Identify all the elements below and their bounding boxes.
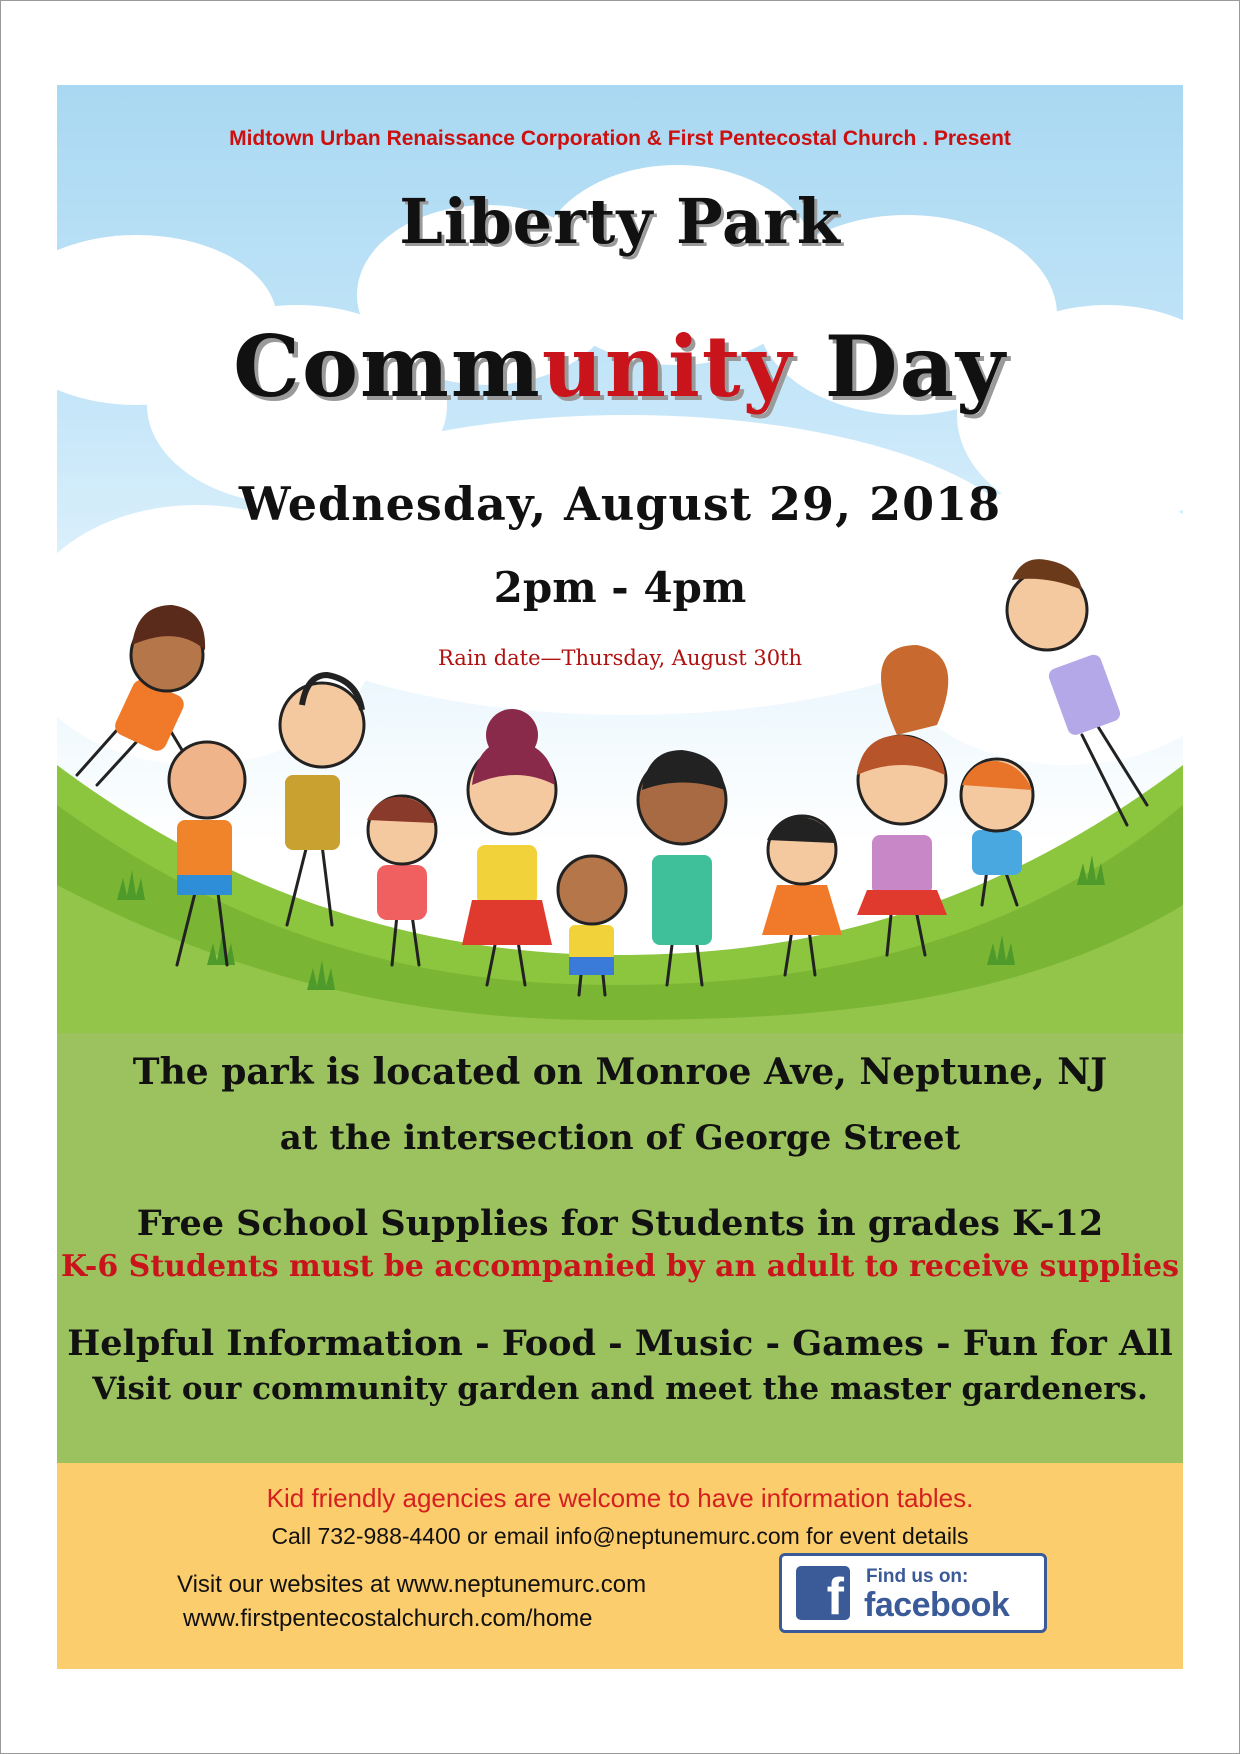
facebook-icon: f	[796, 1566, 850, 1620]
facebook-badge[interactable]	[779, 1553, 1047, 1633]
title-part: Comm	[233, 317, 542, 416]
location-line1: The park is located on Monroe Ave, Neptune, NJ	[132, 1051, 1108, 1093]
event-title-line2	[57, 317, 1183, 416]
garden-line: Visit our community garden and meet the master gardeners.	[92, 1371, 1148, 1407]
location-line2: at the intersection of George Street	[279, 1118, 961, 1158]
websites-line2: www.firstpentecostalchurch.com/home	[183, 1605, 593, 1632]
event-title-line1: Liberty Park	[399, 185, 841, 258]
supplies-note: K-6 Students must be accompanied by an adult to receive supplies	[61, 1249, 1179, 1284]
agencies-line: Kid friendly agencies are welcome to have information tables.	[266, 1483, 974, 1513]
rain-date: Rain date—Thursday, August 30th	[437, 646, 803, 670]
facebook-wordmark: facebook	[864, 1586, 1010, 1624]
websites-line1: Visit our websites at www.neptunemurc.com	[177, 1571, 647, 1598]
title-part: Day	[793, 317, 1007, 416]
activities-line: Helpful Information - Food - Music - Games - Fun for All	[67, 1323, 1173, 1364]
flyer	[57, 85, 1183, 1669]
call-line: Call 732-988-4400 or email info@neptunemurc.com for event details	[271, 1523, 969, 1549]
find-us-label: Find us on:	[866, 1566, 969, 1587]
info-band	[57, 1033, 1183, 1463]
event-time: 2pm - 4pm	[493, 563, 747, 612]
event-date: Wednesday, August 29, 2018	[238, 477, 1002, 531]
presenter-line: Midtown Urban Renaissance Corporation & First Pentecostal Church . Present	[229, 127, 1011, 150]
title-highlight: unity	[541, 317, 794, 416]
supplies-line: Free School Supplies for Students in grades K-12	[136, 1203, 1104, 1244]
